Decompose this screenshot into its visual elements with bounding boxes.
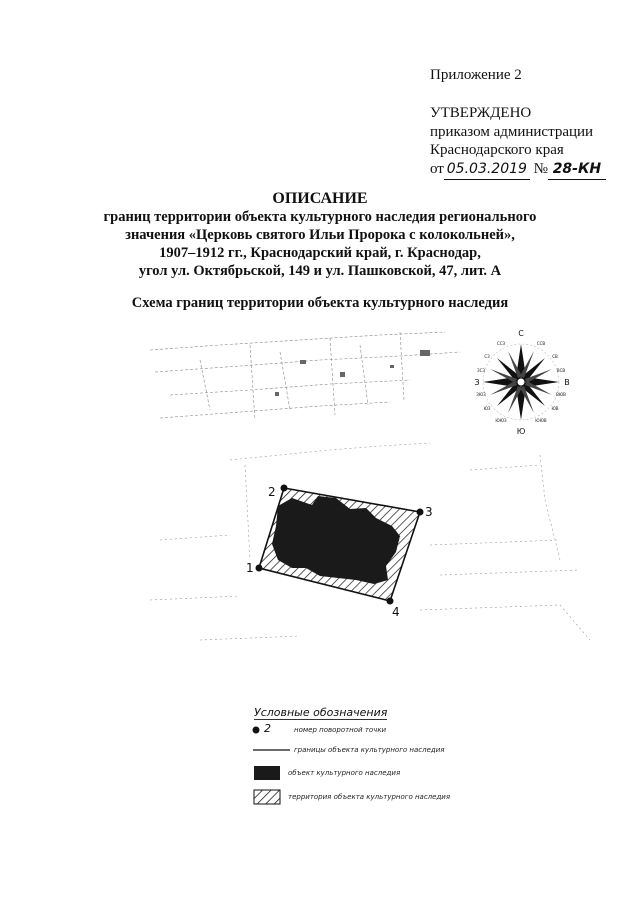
background-scribbles	[275, 350, 430, 396]
compass-ese: ВЮВ	[556, 392, 566, 397]
legend-object-desc: объект культурного наследия	[288, 769, 401, 777]
document-title: ОПИСАНИЕ	[272, 190, 368, 207]
compass-s: Ю	[516, 427, 526, 436]
compass-ne: СВ	[552, 354, 558, 359]
point-2-marker	[281, 485, 288, 492]
point-1-label: 1	[246, 561, 254, 575]
appendix-label: Приложение 2	[430, 67, 522, 83]
approved-label: УТВЕРЖДЕНО	[430, 105, 532, 121]
legend-point-desc: номер поворотной точки	[294, 726, 387, 734]
compass-se: ЮВ	[551, 406, 559, 411]
legend-point-number: 2	[264, 722, 271, 735]
title-line1: границ территории объекта культурного наследия регионального	[103, 209, 537, 225]
approval-date: 05.03.2019	[444, 160, 530, 180]
compass-e: В	[564, 378, 570, 387]
compass-nnw: ССЗ	[496, 341, 506, 346]
compass-wnw: ЗСЗ	[477, 368, 485, 373]
compass-ene: ВСВ	[556, 368, 566, 373]
date-prefix: от	[430, 161, 444, 177]
compass-sw: ЮЗ	[483, 406, 491, 411]
point-3-label: 3	[425, 505, 433, 519]
point-3-marker	[417, 509, 424, 516]
compass-nw: СЗ	[484, 354, 490, 359]
point-1-marker	[256, 565, 263, 572]
compass-sse: ЮЮВ	[535, 418, 547, 423]
scheme-title: Схема границ территории объекта культурного наследия	[131, 295, 509, 311]
background-cadastral-lines	[150, 332, 460, 420]
point-4-label: 4	[392, 605, 400, 619]
legend-territory-desc: территория объекта культурного наследия	[288, 793, 451, 801]
compass-n: С	[518, 329, 524, 338]
compass-rose	[474, 329, 569, 436]
title-line4: угол ул. Октябрьской, 149 и ул. Пашковской, 47, лит. А	[138, 263, 502, 279]
legend-boundary-desc: границы объекта культурного наследия	[294, 746, 445, 754]
legend-point-symbol	[253, 727, 260, 734]
approved-line1: приказом администрации	[430, 124, 594, 140]
compass-w: З	[474, 378, 480, 387]
point-4-marker	[387, 598, 394, 605]
approval-number: 28-КН	[548, 160, 606, 180]
approved-line2: Краснодарского края	[430, 142, 564, 158]
legend-symbols	[253, 727, 291, 805]
number-prefix: №	[533, 161, 548, 177]
title-line3: 1907–1912 гг., Краснодарский край, г. Краснодар,	[159, 245, 481, 261]
compass-ssw: ЮЮЗ	[495, 418, 507, 423]
legend-title: Условные обозначения	[254, 706, 388, 719]
title-line2: значения «Церковь святого Ильи Пророка с колокольней»,	[125, 227, 515, 243]
legend-territory-symbol	[254, 790, 280, 804]
point-2-label: 2	[268, 485, 276, 499]
compass-nne: ССВ	[536, 341, 546, 346]
legend-object-symbol	[254, 766, 280, 780]
compass-wsw: ЗЮЗ	[476, 392, 486, 397]
